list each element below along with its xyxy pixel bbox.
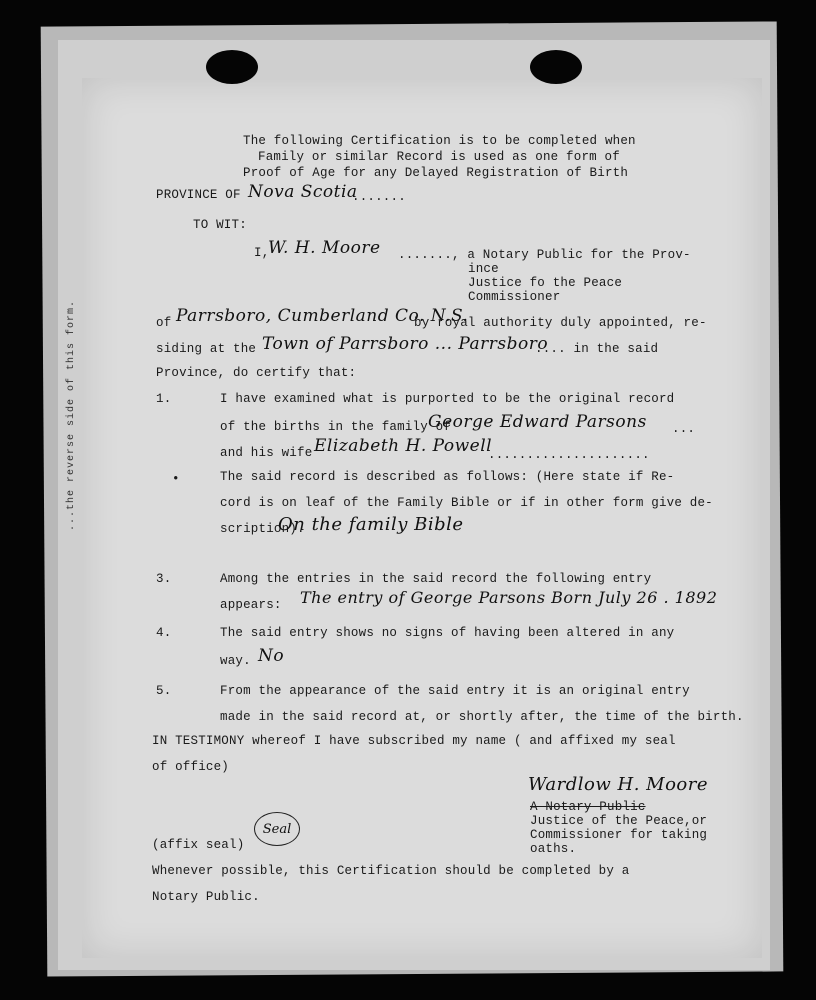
item-5-number: 5.	[156, 684, 172, 698]
item-2-line-2: cord is on leaf of the Family Bible or if in other form give de-	[220, 496, 713, 510]
mother-name: Elizabeth H. Powell	[314, 436, 493, 456]
item-3-line-2: appears:	[220, 598, 282, 612]
item-5-line-2: made in the said record at, or shortly after, the time of the birth.	[220, 710, 744, 724]
seal-text: Seal	[262, 821, 292, 837]
notary-text-4: Commissioner	[468, 290, 561, 304]
item-2-bullet: •	[172, 472, 180, 486]
residing-value: Town of Parrsboro ... Parrsboro	[262, 334, 549, 354]
item-3-line-1: Among the entries in the said record the following entry	[220, 572, 652, 586]
footer-line-1: Whenever possible, this Certification should be completed by a	[152, 864, 630, 878]
notary-name: W. H. Moore	[268, 238, 381, 258]
testimony-line-1: IN TESTIMONY whereof I have subscribed my name ( and affixed my seal	[152, 734, 676, 748]
mother-dots: .....................	[488, 448, 650, 462]
notary-dots: .......	[398, 248, 452, 262]
signature: Wardlow H. Moore	[528, 774, 709, 795]
signature-title-2: Justice of the Peace,or	[530, 814, 708, 828]
of-label: of	[156, 316, 172, 330]
father-dots: ...	[672, 422, 696, 436]
item-3-number: 3.	[156, 572, 172, 586]
father-name: George Edward Parsons	[428, 412, 647, 432]
province-label: PROVINCE OF	[156, 188, 241, 202]
record-description: On the family Bible	[278, 514, 464, 535]
province-dots: .......	[352, 190, 406, 204]
item-2-line-3: scription).	[220, 522, 305, 536]
item-2-line-1: The said record is described as follows: (Here state if Re-	[220, 470, 675, 484]
seal-stamp	[254, 812, 300, 846]
side-margin-text: ...the reverse side of this form.	[66, 300, 77, 532]
residing-label: siding at the	[156, 342, 257, 356]
item-1-number: 1.	[156, 392, 172, 406]
entry-value: The entry of George Parsons Born July 26 . 1892	[300, 588, 718, 607]
signature-title-4: oaths.	[530, 842, 577, 856]
item-4-line-2: way.	[220, 654, 251, 668]
item-1-line-2: of the births in the family of	[220, 420, 452, 434]
item-1-line-1: I have examined what is purported to be the original record	[220, 392, 675, 406]
signature-title-3: Commissioner for taking	[530, 828, 708, 842]
in-said-text: .... in the said	[535, 342, 659, 356]
punch-hole-right	[530, 50, 582, 84]
notary-text-1: , a Notary Public for the Prov-	[452, 248, 691, 262]
testimony-line-2: of office)	[152, 760, 230, 774]
item-5-line-1: From the appearance of the said entry it is an original entry	[220, 684, 690, 698]
i-label: I,	[254, 246, 270, 260]
header-line-1: The following Certification is to be completed when	[243, 134, 636, 148]
notary-text-3: Justice fo the Peace	[468, 276, 623, 290]
header-line-3: Proof of Age for any Delayed Registration of Birth	[243, 166, 629, 180]
item-4-number: 4.	[156, 626, 172, 640]
footer-line-2: Notary Public.	[152, 890, 260, 904]
item-4-line-1: The said entry shows no signs of having been altered in any	[220, 626, 675, 640]
punch-hole-left	[206, 50, 258, 84]
to-wit-label: TO WIT:	[193, 218, 247, 232]
royal-authority-text: by royal authority duly appointed, re-	[414, 316, 707, 330]
altered-value: No	[258, 646, 285, 666]
province-value: Nova Scotia	[248, 182, 358, 202]
notary-text-2: ince	[468, 262, 499, 276]
item-1-line-3: and his wife	[220, 446, 313, 460]
signature-title-1: A Notary Public	[530, 800, 646, 814]
affix-seal-label: (affix seal)	[152, 838, 245, 852]
province-certify-text: Province, do certify that:	[156, 366, 357, 380]
of-value: Parrsboro, Cumberland Co. N.S.	[176, 306, 469, 326]
header-line-2: Family or similar Record is used as one form of	[258, 150, 620, 164]
